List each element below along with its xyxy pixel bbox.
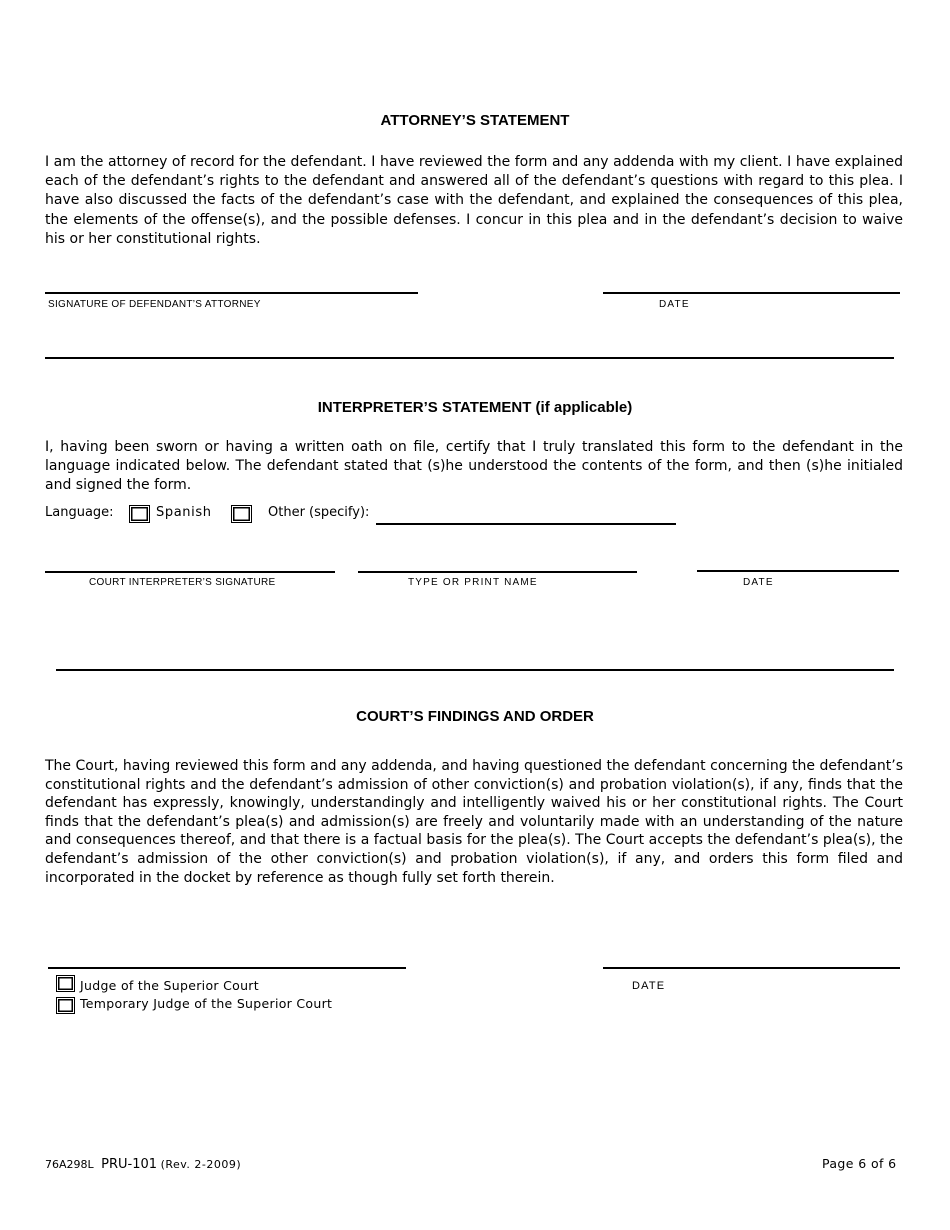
attorney-statement-heading: ATTORNEY’S STATEMENT [380, 112, 570, 129]
section-divider-2 [56, 669, 894, 671]
attorney-date-label: DATE [659, 299, 690, 310]
interpreter-date-line[interactable] [697, 570, 899, 572]
other-language-field[interactable] [376, 523, 676, 525]
other-language-label: Other (specify): [268, 505, 370, 520]
judge-label: Judge of the Superior Court [80, 978, 259, 993]
interpreter-name-line[interactable] [358, 571, 637, 573]
interpreter-date-label: DATE [743, 577, 774, 588]
judge-signature-line[interactable] [48, 967, 406, 969]
attorney-signature-line[interactable] [45, 292, 418, 294]
court-findings-body: The Court, having reviewed this form and any addenda, and having questioned the defendant concerning the defendant’s constitutional rights and the defendant’s admission of other conviction(s) and probation violation(s), if any, finds that the defendant has expressly, knowingly, understandingly and intelligently waived his or her constitutional rights. The Court finds that the defendant’s plea(s) and admission(s) are freely and voluntarily made with an understanding of the nature and consequences thereof, and that there is a factual basis for the plea(s). The Court accepts the defendant’s plea(s), the defendant’s admission of the other conviction(s) and probation violation(s), if any, and orders this form filed and incorporated in the docket by reference as though fully set forth therein. [45, 758, 903, 886]
attorney-signature-label: SIGNATURE OF DEFENDANT’S ATTORNEY [48, 299, 261, 310]
form-number: PRU-101 [101, 1157, 158, 1172]
footer-form-id [45, 1157, 241, 1172]
attorney-statement-body: I am the attorney of record for the defendant. I have reviewed the form and any addenda with my client. I have explained each of the defendant’s rights to the defendant and answered all of the defendant’s questions with regard to this plea. I have also discussed the facts of the defendant’s case with the defendant, and explained the consequences of this plea, the elements of the offense(s), and the possible defenses. I concur in this plea and in the defendant’s decision to waive his or her constitutional rights. [45, 154, 903, 247]
attorney-date-line[interactable] [603, 292, 900, 294]
temporary-judge-checkbox[interactable] [56, 997, 75, 1014]
temporary-judge-label: Temporary Judge of the Superior Court [80, 996, 333, 1011]
interpreter-name-label: TYPE OR PRINT NAME [408, 577, 538, 588]
judge-checkbox[interactable] [56, 975, 75, 992]
spanish-checkbox[interactable] [129, 505, 150, 523]
form-code: 76A298L [45, 1158, 94, 1171]
interpreter-signature-label: COURT INTERPRETER’S SIGNATURE [89, 577, 276, 588]
interpreter-statement-heading: INTERPRETER’S STATEMENT (if applicable) [317, 399, 633, 416]
court-findings-heading: COURT’S FINDINGS AND ORDER [356, 708, 594, 725]
language-label: Language: [45, 505, 114, 520]
spanish-label: Spanish [156, 505, 212, 520]
form-revision: (Rev. 2-2009) [160, 1158, 242, 1171]
section-divider [45, 357, 894, 359]
court-date-label: DATE [632, 980, 666, 992]
court-date-line[interactable] [603, 967, 900, 969]
page-number: Page 6 of 6 [822, 1156, 897, 1171]
interpreter-statement-body: I, having been sworn or having a written oath on file, certify that I truly translated this form to the defendant in the language indicated below. The defendant stated that (s)he understood the contents of the form, and then (s)he initialed and signed the form. [45, 439, 903, 494]
other-language-checkbox[interactable] [231, 505, 252, 523]
interpreter-signature-line[interactable] [45, 571, 335, 573]
